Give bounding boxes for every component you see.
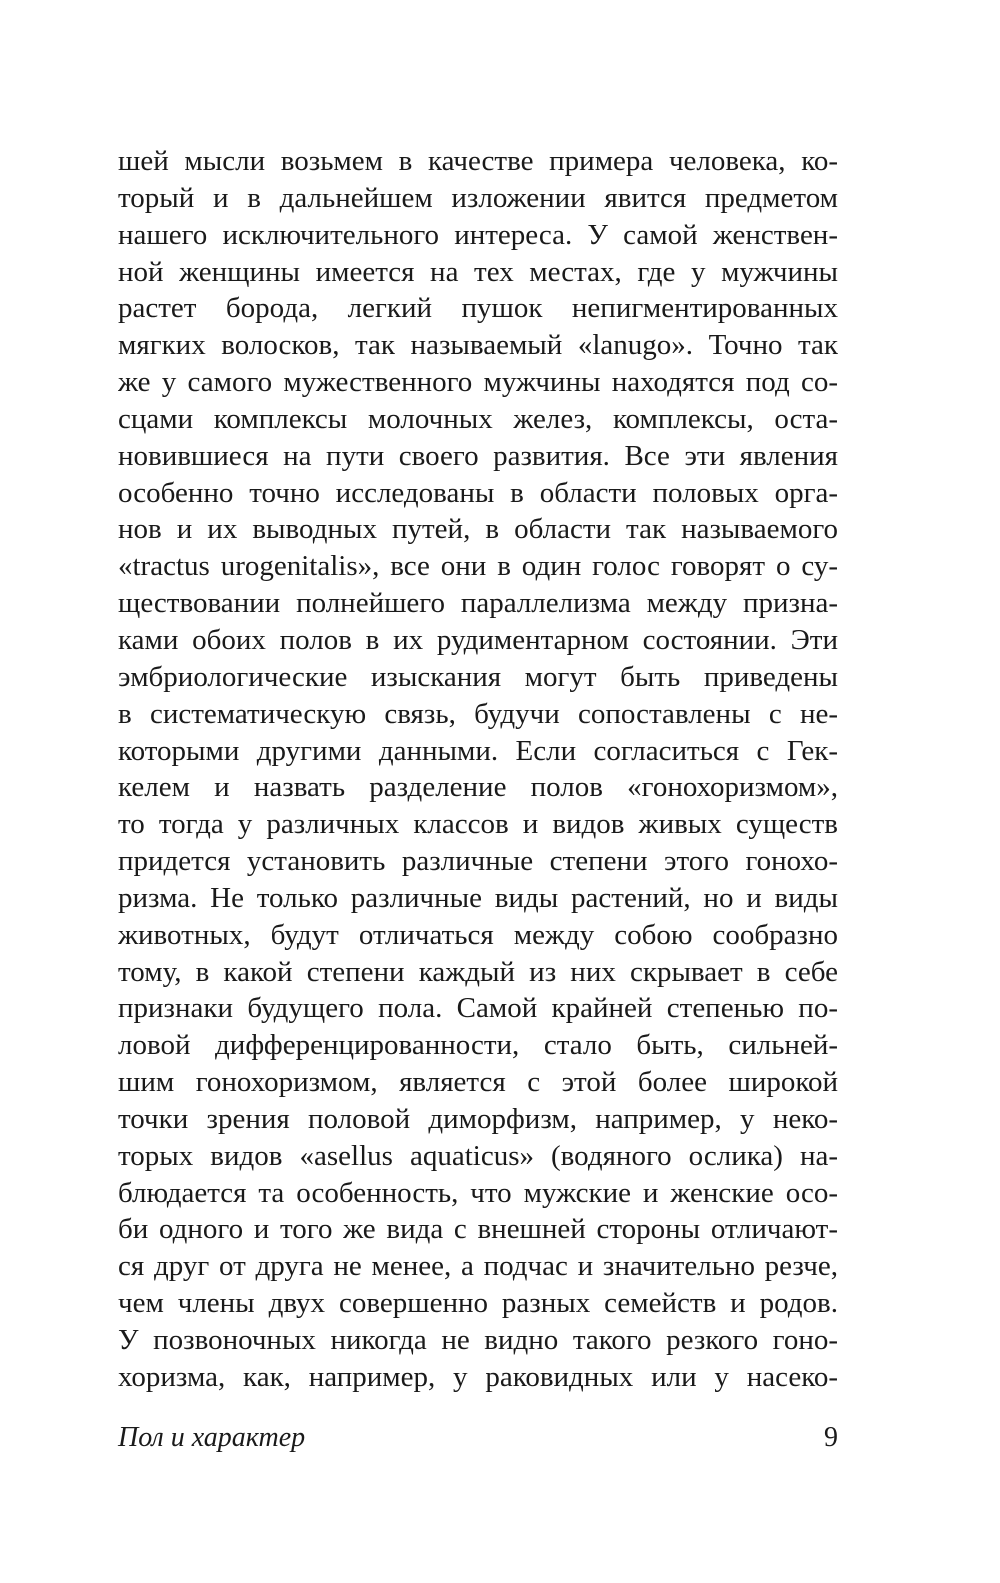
text-line: торых видов «asellus aquaticus» (водяного ослика) на-	[118, 1139, 838, 1172]
text-line: признаки будущего пола. Самой крайней степенью по-	[118, 992, 838, 1025]
text-line: в систематическую связь, будучи сопоставлены с не-	[118, 697, 838, 730]
text-line: би одного и того же вида с внешней стороны отличают-	[118, 1213, 838, 1246]
text-line: «tractus urogenitalis», все они в один голос говорят о су-	[118, 550, 838, 583]
text-line: мягких волосков, так называемый «lanugo». Точно так	[118, 329, 838, 362]
text-line: новившиеся на пути своего развития. Все эти явления	[118, 439, 838, 472]
text-line: ками обоих полов в их рудиментарном состоянии. Эти	[118, 623, 838, 656]
page-number: 9	[824, 1422, 838, 1453]
text-line: торый и в дальнейшем изложении явится предметом	[118, 181, 838, 214]
running-title: Пол и характер	[118, 1422, 306, 1453]
text-line: У позвоночных никогда не видно такого резкого гоно-	[118, 1324, 838, 1356]
text-line: блюдается та особенность, что мужские и женские осо-	[118, 1176, 838, 1209]
text-line: же у самого мужественного мужчины находятся под со-	[118, 366, 838, 399]
text-line: келем и назвать разделение полов «гонохоризмом»,	[118, 771, 838, 804]
text-line: растет борода, легкий пушок непигментированных	[118, 292, 838, 325]
text-line: ся друг от друга не менее, а подчас и значительно резче,	[118, 1250, 838, 1283]
text-line: животных, будут отличаться между собою сообразно	[118, 918, 838, 951]
text-line: ществовании полнейшего параллелизма между призна-	[118, 587, 838, 620]
text-line: тому, в какой степени каждый из них скрывает в себе	[118, 955, 838, 988]
text-line: придется установить различные степени этого гонохо-	[118, 845, 838, 878]
text-line: чем члены двух совершенно разных семейств и родов.	[118, 1287, 838, 1320]
text-line: ной женщины имеется на тех местах, где у мужчины	[118, 255, 838, 288]
text-line: особенно точно исследованы в области половых орга-	[118, 476, 838, 509]
body-text	[118, 143, 838, 1396]
text-line: шим гонохоризмом, является с этой более широкой	[118, 1066, 838, 1099]
text-line: ризма. Не только различные виды растений, но и виды	[118, 881, 838, 914]
text-line: то тогда у различных классов и видов живых существ	[118, 808, 838, 841]
text-line: шей мысли возьмем в качестве примера человека, ко-	[118, 145, 838, 177]
text-line: которыми другими данными. Если согласиться с Гек-	[118, 734, 838, 767]
text-line: хоризма, как, например, у раковидных или у насеко-	[118, 1360, 838, 1393]
text-line: нашего исключительного интереса. У самой женствен-	[118, 218, 838, 251]
text-line: нов и их выводных путей, в области так называемого	[118, 513, 838, 546]
text-line: эмбриологические изыскания могут быть приведены	[118, 660, 838, 693]
text-line: сцами комплексы молочных желез, комплексы, оста-	[118, 402, 838, 435]
text-line: ловой дифференцированности, стало быть, сильней-	[118, 1029, 838, 1062]
page-footer	[118, 1418, 838, 1458]
text-line: точки зрения половой диморфизм, например, у неко-	[118, 1102, 838, 1135]
